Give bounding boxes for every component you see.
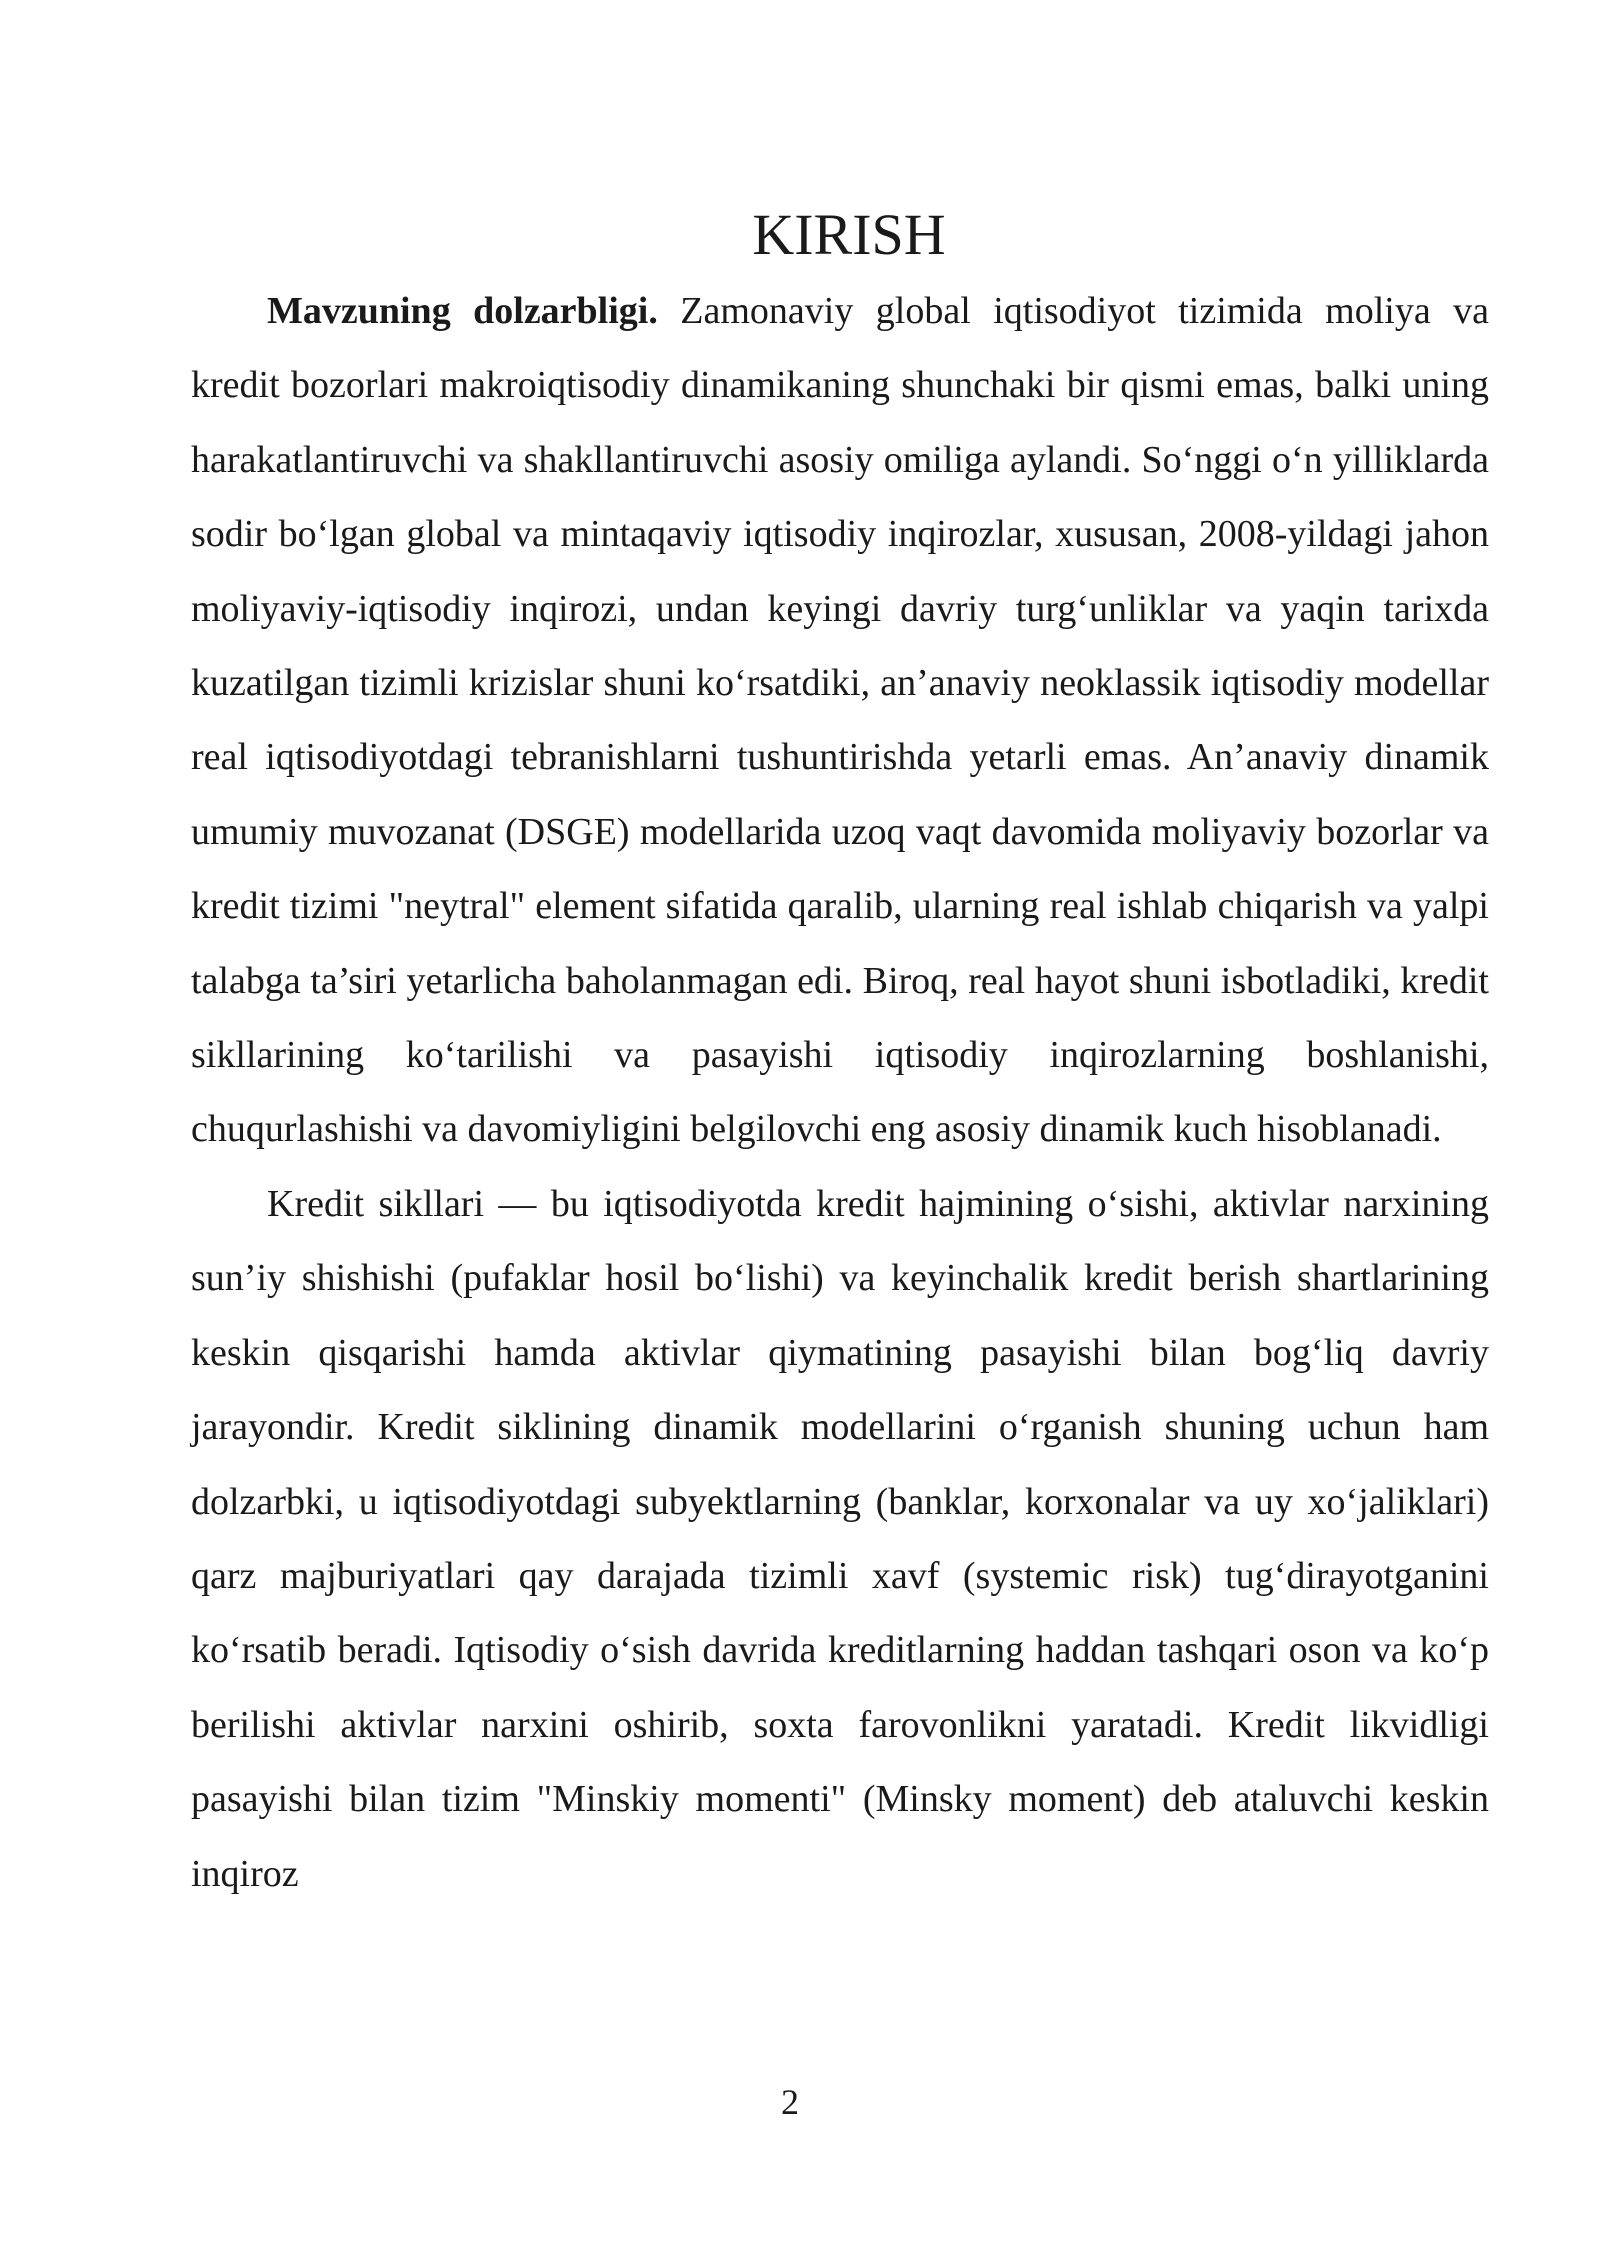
page-number: 2 — [781, 2082, 799, 2122]
paragraph-credit-cycles — [191, 1167, 1489, 1911]
paragraph-lead: Mavzuning dolzarbligi. — [267, 290, 658, 332]
paragraph-text: Kredit sikllari — bu iqtisodiyotda kredit hajmining o‘sishi, aktivlar narxining sun’iy shishishi (pufaklar hosil bo‘lishi) va keyinchalik kredit berish shartlarining keskin qisqarishi hamda aktivlar qiymatining pasayishi bilan bog‘liq davriy jarayondir. Kredit siklining dinamik modellarini o‘rganish shuning uchun ham dolzarbki, u iqtisodiyotdagi subyektlarning (banklar, korxonalar va uy xo‘jaliklari) qarz majburiyatlari qay darajada tizimli xavf (systemic risk) tug‘dirayotganini ko‘rsatib beradi. Iqtisodiy o‘sish davrida kreditlarning haddan tashqari oson va ko‘p berilishi aktivlar narxini oshirib, soxta farovonlikni yaratadi. Kredit likvidligi pasayishi bilan tizim "Minskiy momenti" (Minsky moment) deb ataluvchi keskin inqiroz — [191, 1182, 1489, 1895]
page-content — [191, 196, 1489, 1911]
page-title: KIRISH — [752, 202, 946, 267]
paragraph-relevance — [191, 274, 1489, 1167]
paragraph-text: Zamonaviy global iqtisodiyot tizimida moliya va kredit bozorlari makroiqtisodiy dinamikaning shunchaki bir qismi emas, balki uning harakatlantiruvchi va shakllantiruvchi asosiy omiliga aylandi. So‘nggi o‘n yilliklarda sodir bo‘lgan global va mintaqaviy iqtisodiy inqirozlar, xususan, 2008-yildagi jahon moliyaviy-iqtisodiy inqirozi, undan keyingi davriy turg‘unliklar va yaqin tarixda kuzatilgan tizimli krizislar shuni ko‘rsatdiki, an’anaviy neoklassik iqtisodiy modellar real iqtisodiyotdagi tebranishlarni tushuntirishda yetarli emas. An’anaviy dinamik umumiy muvozanat (DSGE) modellarida uzoq vaqt davomida moliyaviy bozorlar va kredit tizimi "neytral" element sifatida qaralib, ularning real ishlab chiqarish va yalpi talabga ta’siri yetarlicha baholanmagan edi. Biroq, real hayot shuni isbotladiki, kredit sikllarining ko‘tarilishi va pasayishi iqtisodiy inqirozlarning boshlanishi, chuqurlashishi va davomiyligini belgilovchi eng asosiy dinamik kuch hisoblanadi. — [191, 290, 1490, 1151]
